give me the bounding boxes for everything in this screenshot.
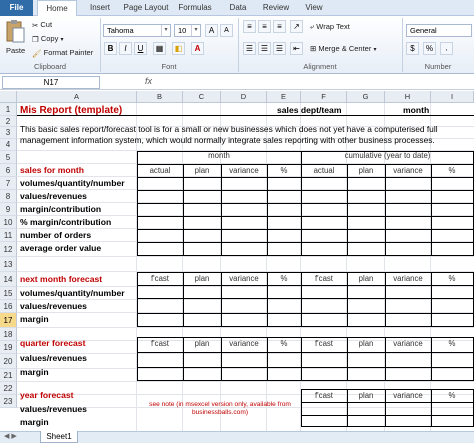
align-right-icon[interactable]: ☰ (273, 42, 286, 55)
fx-icon[interactable]: fx (145, 76, 153, 86)
column-header-h[interactable]: H (385, 91, 431, 103)
row-header-23[interactable]: 23 (0, 395, 17, 408)
italic-button[interactable]: I (119, 42, 132, 55)
align-middle-icon[interactable]: ≡ (258, 20, 271, 33)
report-title: Mis Report (template) (20, 105, 123, 116)
font-color-icon[interactable]: A (191, 42, 204, 55)
sales-table-row (137, 190, 473, 191)
row-header-8[interactable]: 8 (0, 190, 17, 203)
row-header-4[interactable]: 4 (0, 139, 17, 151)
sales-table-row (137, 216, 473, 217)
forecast-table-row (137, 313, 473, 314)
fill-color-icon[interactable]: ◧ (172, 42, 185, 55)
alignment-group-label: Alignment (303, 62, 337, 71)
column-header-d[interactable]: D (221, 91, 267, 103)
borders-icon[interactable]: ▦ (153, 42, 166, 55)
row-header-19[interactable]: 19 (0, 341, 17, 354)
paste-button[interactable] (4, 19, 26, 59)
sales-rows-item: values/revenues (20, 191, 87, 201)
scissors-icon: ✂ (32, 20, 39, 30)
row-header-11[interactable]: 11 (0, 229, 17, 242)
row-header-18[interactable]: 18 (0, 328, 17, 341)
underline-button[interactable]: U (134, 42, 147, 55)
quarter-table-row (137, 367, 473, 368)
sales-for-month-label: sales for month (20, 165, 84, 175)
forecast-header-col-4: f'cast (315, 274, 333, 283)
clipboard-group-label: Clipboard (33, 62, 67, 71)
copy-button[interactable]: ❐ Copy ▾ (32, 34, 64, 44)
quarter-table-row (137, 352, 473, 353)
gridline-h (17, 256, 474, 257)
paste-label: Paste (6, 46, 26, 55)
wrap-text-label: Wrap Text (316, 22, 350, 31)
formula-input[interactable] (160, 76, 472, 89)
shrink-font-button[interactable]: A (220, 24, 233, 37)
sales-header-col-2: variance (229, 166, 259, 175)
row-header-1[interactable]: 1 (0, 103, 17, 116)
gridline-h (17, 327, 474, 328)
note-text: see note (in msexcel version only, available from businessballs.com) (149, 401, 291, 416)
sales-header-col-3: % (280, 166, 288, 175)
year-header-col-2: variance (393, 391, 423, 400)
month-label: month (403, 105, 430, 115)
column-header-a[interactable]: A (17, 91, 137, 103)
year-table-row (301, 415, 473, 416)
row-header-5[interactable]: 5 (0, 151, 17, 164)
merge-center-label: Merge & Center (318, 44, 372, 53)
forecast-header-col-7: % (448, 274, 456, 283)
sales-header-col-4: actual (313, 166, 335, 175)
quarter-header-col-0: f'cast (151, 339, 169, 348)
quarter-rows-item: margin (20, 367, 49, 377)
merge-icon: ⊞ (310, 44, 317, 53)
copy-icon: ❐ (32, 34, 39, 44)
copy-label: Copy (40, 34, 59, 43)
sales-header-col-7: % (448, 166, 456, 175)
sales-table-row (137, 229, 473, 230)
percent-button[interactable]: % (423, 42, 436, 55)
column-header-b[interactable]: B (137, 91, 183, 103)
year-header-col-1: plan (358, 391, 374, 400)
font-size-select[interactable]: 10 ▾ (174, 24, 201, 37)
font-group-label: Font (161, 62, 177, 71)
quarter-table-bottom (137, 380, 474, 381)
select-all-corner[interactable] (0, 91, 17, 103)
row-header-10[interactable]: 10 (0, 216, 17, 229)
forecast-header-col-5: plan (358, 274, 374, 283)
year-header-col-3: % (448, 391, 456, 400)
sheet-nav-arrows-icon[interactable]: ◀ ▶ (4, 433, 17, 440)
number-group-label: Number (424, 62, 452, 71)
tab-file[interactable]: File (0, 0, 33, 16)
align-bottom-icon[interactable]: ≡ (273, 20, 286, 33)
year-header-col-0: f'cast (315, 391, 333, 400)
sales-rows-item: average order value (20, 243, 102, 253)
font-name-select[interactable]: Tahoma ▾ (103, 24, 171, 37)
tab-insert[interactable]: Insert (89, 3, 110, 12)
tab-view[interactable]: View (305, 3, 323, 12)
formula-bar (0, 75, 474, 90)
format-painter-label: Format Painter (43, 48, 94, 57)
number-format-select[interactable]: General (406, 24, 472, 37)
quarter-header-col-3: % (280, 339, 288, 348)
orientation-icon[interactable]: ↗ (290, 20, 303, 33)
year-rows-item: values/revenues (20, 404, 87, 414)
row-header-13[interactable]: 13 (0, 257, 17, 272)
row-header-22[interactable]: 22 (0, 382, 17, 395)
row-header-7[interactable]: 7 (0, 177, 17, 190)
ribbon-tab-bar (0, 0, 474, 16)
gridline-h (17, 368, 474, 369)
cumulative-header: cumulative (year to date) (344, 151, 431, 160)
column-header-i[interactable]: I (431, 91, 474, 103)
sales-rows-item: margin/contribution (20, 204, 102, 214)
row-header-2[interactable]: 2 (0, 116, 17, 127)
cut-button[interactable] (32, 20, 52, 30)
sales-table-bottom (137, 255, 474, 256)
quarter-forecast-label: quarter forecast (20, 338, 86, 348)
sheet-tab-sheet1[interactable]: Sheet1 (40, 431, 78, 443)
month-header: month (208, 151, 230, 160)
column-header-g[interactable]: G (347, 91, 385, 103)
sales-rows-item: % margin/contribution (20, 217, 112, 227)
forecast-header-col-2: variance (229, 274, 259, 283)
row-header-12[interactable]: 12 (0, 242, 17, 257)
comma-button[interactable]: , (440, 42, 453, 55)
row-header-21[interactable]: 21 (0, 369, 17, 382)
forecast-header-col-6: variance (393, 274, 423, 283)
gridline-h (17, 381, 474, 382)
forecast-header-col-0: f'cast (151, 274, 169, 283)
quarter-header-col-4: f'cast (315, 339, 333, 348)
quarter-header-col-6: variance (393, 339, 423, 348)
dept-label: sales dept/team (277, 105, 342, 115)
year-rows-item: margin (20, 417, 49, 427)
forecast-rows-item: margin (20, 314, 49, 324)
align-left-icon[interactable]: ☰ (243, 42, 256, 55)
sales-rows-item: number of orders (20, 230, 92, 240)
quarter-header-col-5: plan (358, 339, 374, 348)
tab-formulas[interactable]: Formulas (178, 3, 212, 12)
paste-icon (4, 19, 26, 45)
sales-header-col-6: variance (393, 166, 423, 175)
description-text: This basic sales report/forecast tool is for a small or new businesses which does not yet have a computerised full management information system, which would normally integrate sales reporting with other business processes. (20, 124, 438, 145)
next-month-forecast-label: next month forecast (20, 274, 103, 284)
cut-label: Cut (40, 20, 53, 29)
sales-header-col-1: plan (194, 166, 210, 175)
sales-rows-item: volumes/quantity/number (20, 178, 125, 188)
decrease-indent-icon[interactable]: ⇤ (290, 42, 303, 55)
column-header-e[interactable]: E (267, 91, 301, 103)
forecast-table-bottom (137, 326, 474, 327)
currency-button[interactable]: $ (406, 42, 419, 55)
column-header-c[interactable]: C (183, 91, 221, 103)
tab-data[interactable]: Data (229, 3, 247, 12)
tab-review[interactable]: Review (262, 3, 290, 12)
sales-table-row (137, 177, 473, 178)
wrap-text-icon: ⤶ (310, 22, 315, 31)
year-table-bottom (301, 426, 474, 427)
row-header-20[interactable]: 20 (0, 354, 17, 369)
align-center-icon[interactable]: ☰ (258, 42, 271, 55)
tab-home[interactable]: Home (37, 0, 77, 17)
sheet-tab-bar (0, 431, 474, 443)
quarter-rows-item: values/revenues (20, 353, 87, 363)
wrap-text-button[interactable] (310, 22, 350, 32)
brush-icon: 🖌 (32, 48, 42, 58)
year-forecast-label: year forecast (20, 390, 74, 400)
format-painter-button[interactable] (32, 48, 93, 58)
forecast-header-col-1: plan (194, 274, 210, 283)
grow-font-button[interactable]: A (205, 24, 218, 37)
row-header-17[interactable]: 17 (0, 313, 17, 328)
forecast-header-col-3: % (280, 274, 288, 283)
name-box[interactable]: N17 (2, 76, 100, 89)
worksheet-grid[interactable] (0, 91, 474, 431)
align-top-icon[interactable]: ≡ (243, 20, 256, 33)
forecast-rows-item: values/revenues (20, 301, 87, 311)
sales-header-col-5: plan (358, 166, 374, 175)
row-header-9[interactable]: 9 (0, 203, 17, 216)
forecast-rows-item: volumes/quantity/number (20, 288, 125, 298)
merge-center-button[interactable]: ⊞ Merge & Center ▾ (310, 44, 377, 53)
row-header-14[interactable]: 14 (0, 272, 17, 287)
quarter-header-col-2: variance (229, 339, 259, 348)
forecast-table-row (137, 285, 473, 286)
row-header-16[interactable]: 16 (0, 300, 17, 313)
year-table-row (301, 402, 473, 403)
row-header-6[interactable]: 6 (0, 164, 17, 177)
forecast-table-row (137, 298, 473, 299)
row-header-15[interactable]: 15 (0, 287, 17, 300)
quarter-header-col-1: plan (194, 339, 210, 348)
column-header-f[interactable]: F (301, 91, 347, 103)
tab-page-layout[interactable]: Page Layout (123, 3, 169, 12)
sales-header-col-0: actual (149, 166, 171, 175)
sales-table-row (137, 242, 473, 243)
row-header-3[interactable]: 3 (0, 127, 17, 139)
sales-table-row (137, 203, 473, 204)
bold-button[interactable]: B (104, 42, 117, 55)
quarter-header-col-7: % (448, 339, 456, 348)
ribbon (0, 16, 474, 74)
